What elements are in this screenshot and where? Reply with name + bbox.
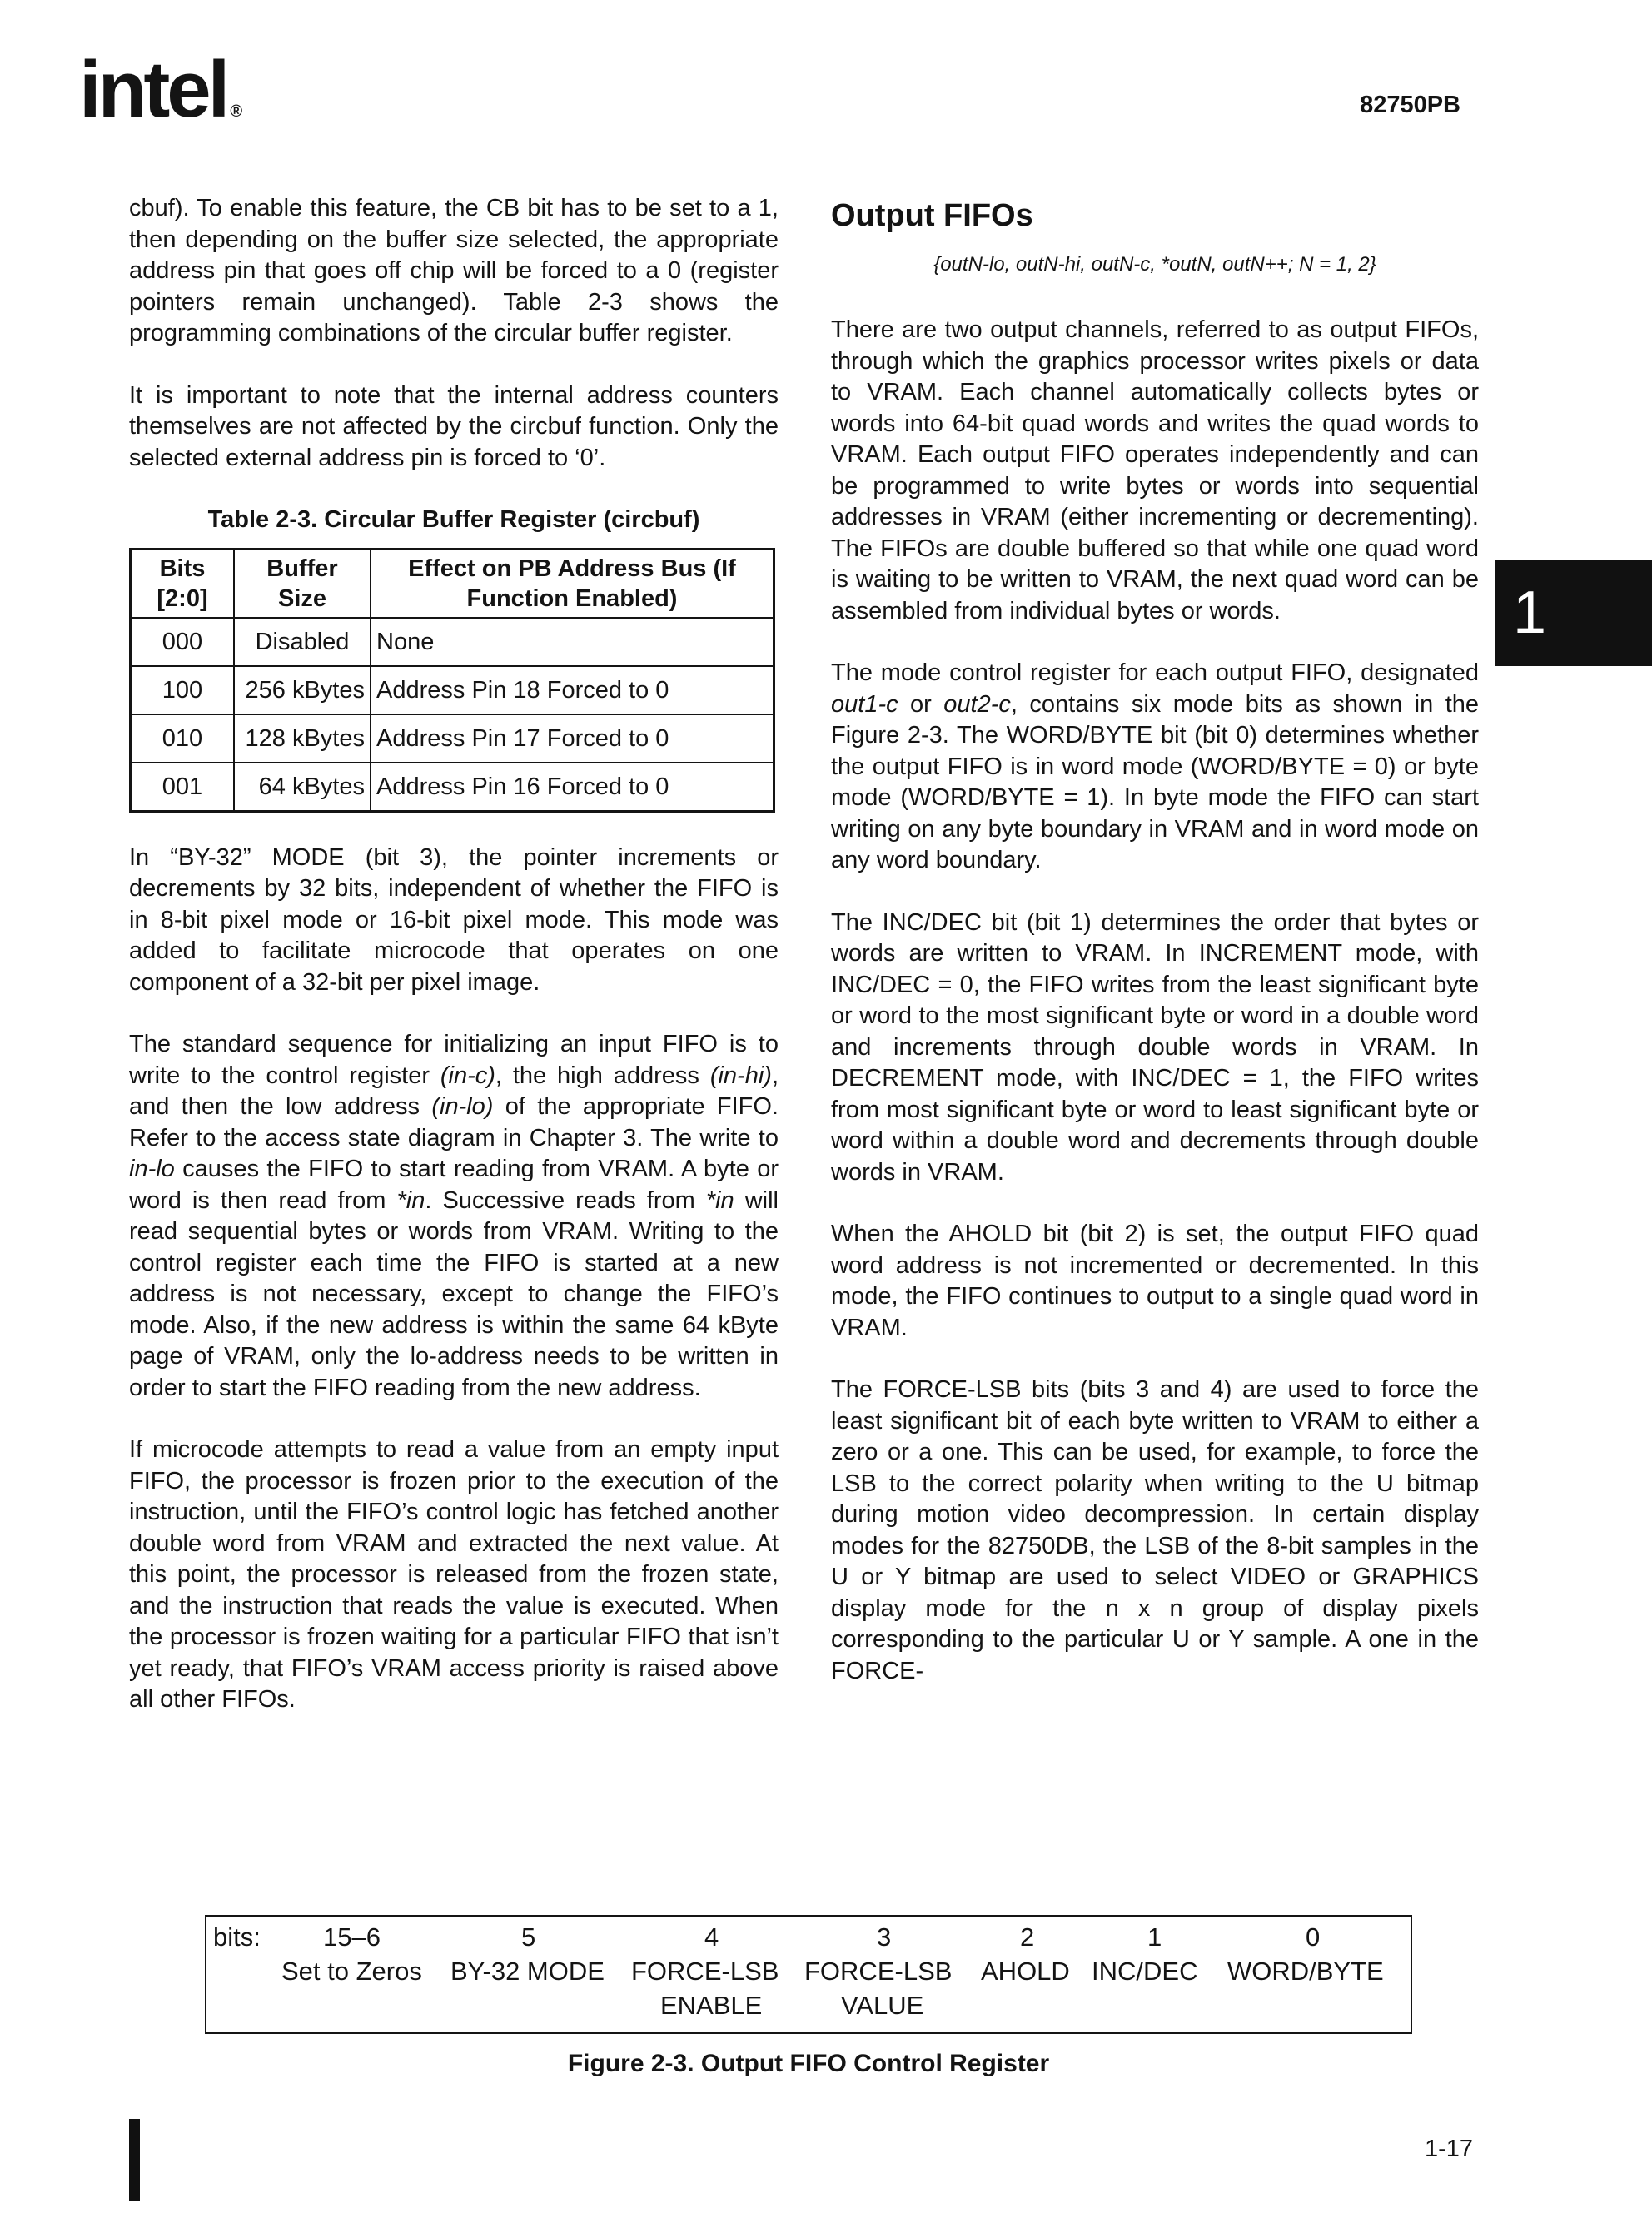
table-row <box>131 666 774 714</box>
paragraph: It is important to note that the internal address counters themselves are not affected by the circbuf function. Only the selected external address pin is forced to ‘0’. <box>129 381 779 471</box>
paragraph: The FORCE-LSB bits (bits 3 and 4) are used to force the least significant bit of each byte written to VRAM to either a zero or a one. This can be used, for example, to force the LSB to the correct polarity when writing to the U bitmap during motion video decompression. In certain display modes for the 82750DB, the LSB of the 8-bit samples in the U or Y bitmap are used to select VIDEO or GRAPHICS display mode for the n x n group of display pixels corresponding to the particular U or Y sample. A one in the FORCE- <box>831 1376 1479 1684</box>
paragraph: There are two output channels, referred to as output FIFOs, through which the graphics processor writes pixels or data to VRAM. Each channel automatically collects bytes or words into 64-bit quad words and writes the quad words to VRAM. Each output FIFO operates independently and can be programmed to write bytes or words into sequential addresses in VRAM (either incrementing or decrementing). The FIFOs are double buffered so that while one quad word is waiting to be written to VRAM, the next quad word can be assembled from individual bytes or words. <box>831 316 1479 624</box>
paragraph: cbuf). To enable this feature, the CB bit has to be set to a 1, then depending on the buffer size selected, the appropriate address pin that goes off chip will be forced to a 0 (register pointers remain unchanged). Table 2-3 shows the programming combinations of the circular buffer register. <box>129 195 779 346</box>
header-bits: Bits [2:0] <box>131 549 235 618</box>
intel-logo: intel ® <box>79 45 243 134</box>
header-effect: Effect on PB Address Bus (If Function Enabled) <box>371 549 774 618</box>
cell-effect: None <box>371 618 774 666</box>
field-name: VALUE <box>841 1991 924 2020</box>
table-row <box>131 763 774 812</box>
table-row <box>131 618 774 666</box>
fifo-control-register-figure <box>205 1915 1412 2034</box>
cell-size: 64 kBytes <box>234 763 371 812</box>
bit-number: 2 <box>1020 1922 1035 1952</box>
paragraph: The mode control register for each output FIFO, designated out1-c or out2-c, contains six mode bits as shown in the Figure 2-3. The WORD/BYTE bit (bit 0) determines whether the output FIFO is in word mode (WORD/BYTE = 0) or byte mode (WORD/BYTE = 1). In byte mode the FIFO can start writing on any byte boundary in VRAM and in word mode on any word boundary. <box>831 659 1480 874</box>
bits-label: bits: <box>213 1922 261 1952</box>
right-column <box>831 193 1479 1718</box>
paragraph: The INC/DEC bit (bit 1) determines the order that bytes or words are written to VRAM. In INCREMENT mode, with INC/DEC = 0, the FIFO writes from the least significant byte or word to the most significant byte or word in a double word and increments through double words in VRAM. In DECREMENT mode, with INC/DEC = 1, the FIFO writes from most significant byte or word to least significant byte or word within a double word and decrements through double words in VRAM. <box>831 908 1479 1186</box>
cell-size: 256 kBytes <box>234 666 371 714</box>
cell-bits: 010 <box>131 714 235 763</box>
field-name: BY-32 MODE <box>450 1957 605 1986</box>
header-buffer-size: Buffer Size <box>234 549 371 618</box>
cell-bits: 001 <box>131 763 235 812</box>
field-name: FORCE-LSB <box>804 1957 953 1986</box>
section-heading: Output FIFOs <box>831 198 1033 233</box>
cell-effect: Address Pin 18 Forced to 0 <box>371 666 774 714</box>
bit-number: 1 <box>1147 1922 1162 1952</box>
signal-list: {outN-lo, outN-hi, outN-c, *outN, outN++; N = 1, 2} <box>933 252 1376 276</box>
paragraph: In “BY-32” MODE (bit 3), the pointer increments or decrements by 32 bits, independent of whether the FIFO is in 8-bit pixel mode or 16-bit pixel mode. This mode was added to facilitate microcode that operates on one component of a 32-bit per pixel image. <box>129 843 779 996</box>
bit-number: 4 <box>704 1922 719 1952</box>
document-number: 82750PB <box>1360 92 1460 118</box>
field-name: Set to Zeros <box>281 1957 422 1986</box>
field-name: FORCE-LSB <box>631 1957 779 1986</box>
field-name: ENABLE <box>660 1991 763 2020</box>
field-name: AHOLD <box>981 1957 1070 1986</box>
field-name: INC/DEC <box>1092 1957 1198 1986</box>
field-name: WORD/BYTE <box>1227 1957 1384 1986</box>
cell-size: Disabled <box>234 618 371 666</box>
left-column <box>129 193 779 1747</box>
change-bar <box>129 2119 140 2201</box>
figure-caption: Figure 2-3. Output FIFO Control Register <box>567 2050 1050 2077</box>
table-header-row <box>131 549 774 618</box>
page-number: 1-17 <box>1424 2136 1473 2162</box>
paragraph: When the AHOLD bit (bit 2) is set, the output FIFO quad word address is not incremented or decremented. In this mode, the FIFO continues to output to a single quad word in VRAM. <box>831 1221 1479 1341</box>
paragraph: The standard sequence for initializing an input FIFO is to write to the control register (in-c), the high address (in-hi), and then the low address (in-lo) of the appropriate FIFO. Refer to the access state diagram in Chapter 3. The write to in-lo causes the FIFO to start reading from VRAM. A byte or word is then read from *in. Successive reads from *in will read sequential bytes or words from VRAM. Writing to the control register each time the FIFO is started at a new address is not necessary, except to change the FIFO’s mode. Also, if the new address is within the same 64 kByte page of VRAM, only the lo-address needs to be written in order to start the FIFO reading from the new address. <box>129 1031 779 1401</box>
cell-effect: Address Pin 17 Forced to 0 <box>371 714 774 763</box>
bit-number: 0 <box>1306 1922 1321 1952</box>
cell-size: 128 kBytes <box>234 714 371 763</box>
bit-number: 3 <box>877 1922 892 1952</box>
bit-number: 5 <box>521 1922 536 1952</box>
table-caption: Table 2-3. Circular Buffer Register (circbuf) <box>207 506 700 533</box>
paragraph: If microcode attempts to read a value from an empty input FIFO, the processor is frozen prior to the execution of the instruction, until the FIFO’s control logic has fetched another double word from VRAM and extracted the next value. At this point, the processor is released from the frozen state, and the instruction that reads the value is executed. When the processor is frozen waiting for a particular FIFO that isn’t yet ready, that FIFO’s VRAM access priority is raised above all other FIFOs. <box>129 1436 779 1713</box>
cell-effect: Address Pin 16 Forced to 0 <box>371 763 774 812</box>
table-row <box>131 714 774 763</box>
chapter-tab: 1 <box>1495 560 1652 666</box>
bit-number: 15–6 <box>323 1922 381 1952</box>
circular-buffer-table <box>129 548 775 813</box>
cell-bits: 100 <box>131 666 235 714</box>
cell-bits: 000 <box>131 618 235 666</box>
